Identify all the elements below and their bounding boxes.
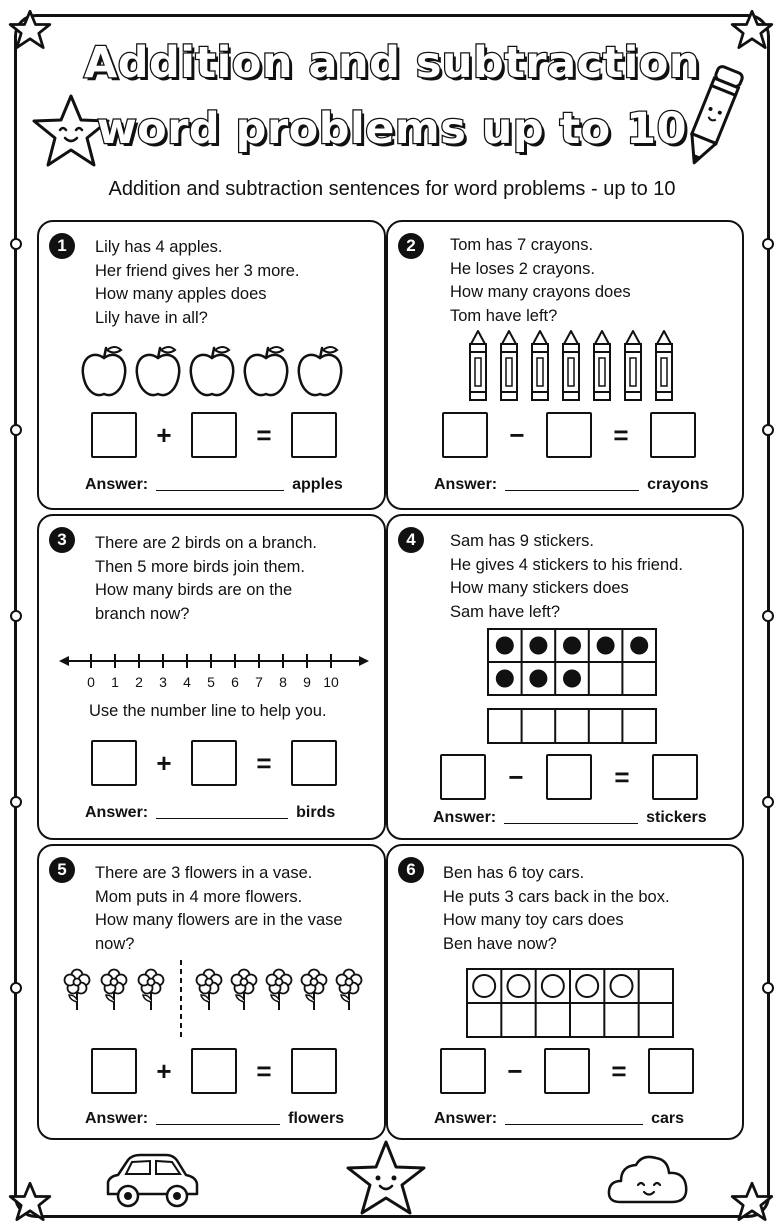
page-title-line1: Addition and subtraction (83, 38, 701, 88)
problem-number: 1 (49, 233, 75, 259)
star-icon (730, 1180, 774, 1224)
counter-dot (597, 637, 615, 655)
problem-card-2 (386, 220, 744, 510)
problem-text: Lily has 4 apples. Her friend gives her 3 more. How many apples does Lily have in all? (95, 238, 300, 327)
tick-label: 5 (207, 674, 215, 690)
border-bead (10, 610, 22, 622)
ten-frame-empty (487, 708, 657, 744)
answer-box[interactable] (91, 740, 137, 786)
car-icon (102, 1150, 202, 1212)
number-sentence (91, 1048, 337, 1094)
border-bead (10, 238, 22, 250)
answer-box[interactable] (652, 754, 698, 800)
answer-box[interactable] (191, 1048, 237, 1094)
answer-box[interactable] (546, 412, 592, 458)
ten-frame-filled (487, 628, 657, 696)
problem-text: Ben has 6 toy cars. He puts 3 cars back in the box. How many toy cars does Ben have now? (443, 864, 670, 953)
flower-icon (232, 970, 257, 1011)
crayons-picture (468, 330, 680, 402)
border-bead (762, 610, 774, 622)
counter-dot (563, 637, 581, 655)
toy-car-counter (508, 975, 530, 997)
apples-picture (79, 344, 349, 400)
answer-box[interactable] (191, 412, 237, 458)
ten-frame-circles (466, 968, 674, 1038)
equals-sign: = (256, 419, 272, 450)
answer-box[interactable] (544, 1048, 590, 1094)
answer-box[interactable] (91, 1048, 137, 1094)
border-bead (10, 982, 22, 994)
answer-box[interactable] (546, 754, 592, 800)
answer-box[interactable] (191, 740, 237, 786)
tick-label: 7 (255, 674, 263, 690)
problem-number: 2 (398, 233, 424, 259)
answer-line: Answer: apples (85, 476, 343, 493)
cloud-icon (606, 1152, 690, 1208)
border-bead (10, 424, 22, 436)
number-sentence (91, 740, 337, 786)
answer-box[interactable] (91, 412, 137, 458)
answer-box[interactable] (442, 412, 488, 458)
answer-line: Answer: flowers (85, 1110, 345, 1127)
counter-dot (529, 670, 547, 688)
operator: − (509, 419, 525, 450)
operator: − (507, 1055, 523, 1086)
problem-card-6 (386, 844, 744, 1140)
answer-blank[interactable] (505, 490, 639, 491)
equals-sign: = (613, 419, 629, 450)
problem-text: Tom has 7 crayons. He loses 2 crayons. How many crayons does Tom have left? (450, 236, 631, 325)
tick-label: 6 (231, 674, 239, 690)
number-sentence (91, 412, 337, 458)
equals-sign: = (256, 1055, 272, 1086)
number-sentence (440, 1048, 694, 1094)
tick-label: 2 (135, 674, 143, 690)
star-icon (8, 1180, 52, 1224)
page-subtitle: Addition and subtraction sentences for word problems - up to 10 (108, 178, 676, 200)
flower-icon (302, 970, 327, 1011)
counter-dot (529, 637, 547, 655)
tick-label: 0 (87, 674, 95, 690)
crayon-icon (470, 331, 486, 400)
problem-text: There are 2 birds on a branch. Then 5 more birds join them. How many birds are on the branch now? (95, 534, 317, 623)
border-bead (762, 796, 774, 808)
problem-card-4 (386, 514, 744, 840)
flower-icon (65, 970, 90, 1011)
problem-text: Sam has 9 stickers. He gives 4 stickers to his friend. How many stickers does Sam have left? (450, 532, 683, 621)
problem-text: There are 3 flowers in a vase. Mom puts in 4 more flowers. How many flowers are in the vase now? (95, 864, 343, 953)
answer-blank[interactable] (156, 1124, 280, 1125)
answer-blank[interactable] (504, 823, 638, 824)
answer-box[interactable] (291, 740, 337, 786)
answer-box[interactable] (440, 754, 486, 800)
toy-car-counter (611, 975, 633, 997)
tick-label: 3 (159, 674, 167, 690)
tick-label: 8 (279, 674, 287, 690)
toy-car-counter (576, 975, 598, 997)
border-bead (762, 982, 774, 994)
answer-blank[interactable] (505, 1124, 643, 1125)
number-sentence (440, 754, 698, 800)
operator: − (508, 761, 524, 792)
counter-dot (563, 670, 581, 688)
answer-line: Answer: stickers (433, 809, 707, 826)
border-bead (10, 796, 22, 808)
answer-box[interactable] (291, 412, 337, 458)
tick-label: 4 (183, 674, 191, 690)
helper-text: Use the number line to help you. (89, 702, 327, 720)
equals-sign: = (611, 1055, 627, 1086)
answer-box[interactable] (291, 1048, 337, 1094)
problem-card-1 (37, 220, 386, 510)
number-sentence (442, 412, 696, 458)
answer-box[interactable] (650, 412, 696, 458)
answer-line: Answer: cars (434, 1110, 685, 1127)
counter-dot (496, 637, 514, 655)
equals-sign: = (614, 761, 630, 792)
answer-blank[interactable] (156, 490, 284, 491)
tick-label: 10 (323, 674, 339, 690)
border-bead (762, 424, 774, 436)
flower-icon (267, 970, 292, 1011)
answer-box[interactable] (648, 1048, 694, 1094)
border-bead (762, 238, 774, 250)
flower-icon (102, 970, 127, 1011)
problem-number: 6 (398, 857, 424, 883)
answer-line: Answer: birds (85, 804, 336, 821)
flower-icon (197, 970, 222, 1011)
operator: + (156, 419, 172, 450)
page-title-line2: word problems up to 10 (96, 104, 688, 154)
smiling-star-icon (344, 1138, 428, 1218)
flower-icon (139, 970, 164, 1011)
apple-icon (83, 347, 125, 395)
problem-number: 4 (398, 527, 424, 553)
answer-line: Answer: crayons (434, 476, 709, 493)
toy-car-counter (473, 975, 495, 997)
problem-number: 5 (49, 857, 75, 883)
equals-sign: = (256, 747, 272, 778)
tick-label: 1 (111, 674, 119, 690)
toy-car-counter (542, 975, 564, 997)
problem-card-5 (37, 844, 386, 1140)
number-line (59, 650, 369, 690)
counter-dot (630, 637, 648, 655)
problem-number: 3 (49, 527, 75, 553)
tick-label: 9 (303, 674, 311, 690)
answer-box[interactable] (440, 1048, 486, 1094)
operator: + (156, 1055, 172, 1086)
operator: + (156, 747, 172, 778)
answer-blank[interactable] (156, 818, 288, 819)
problem-card-3 (37, 514, 386, 840)
flower-icon (337, 970, 362, 1011)
flowers-picture (61, 958, 373, 1040)
counter-dot (496, 670, 514, 688)
